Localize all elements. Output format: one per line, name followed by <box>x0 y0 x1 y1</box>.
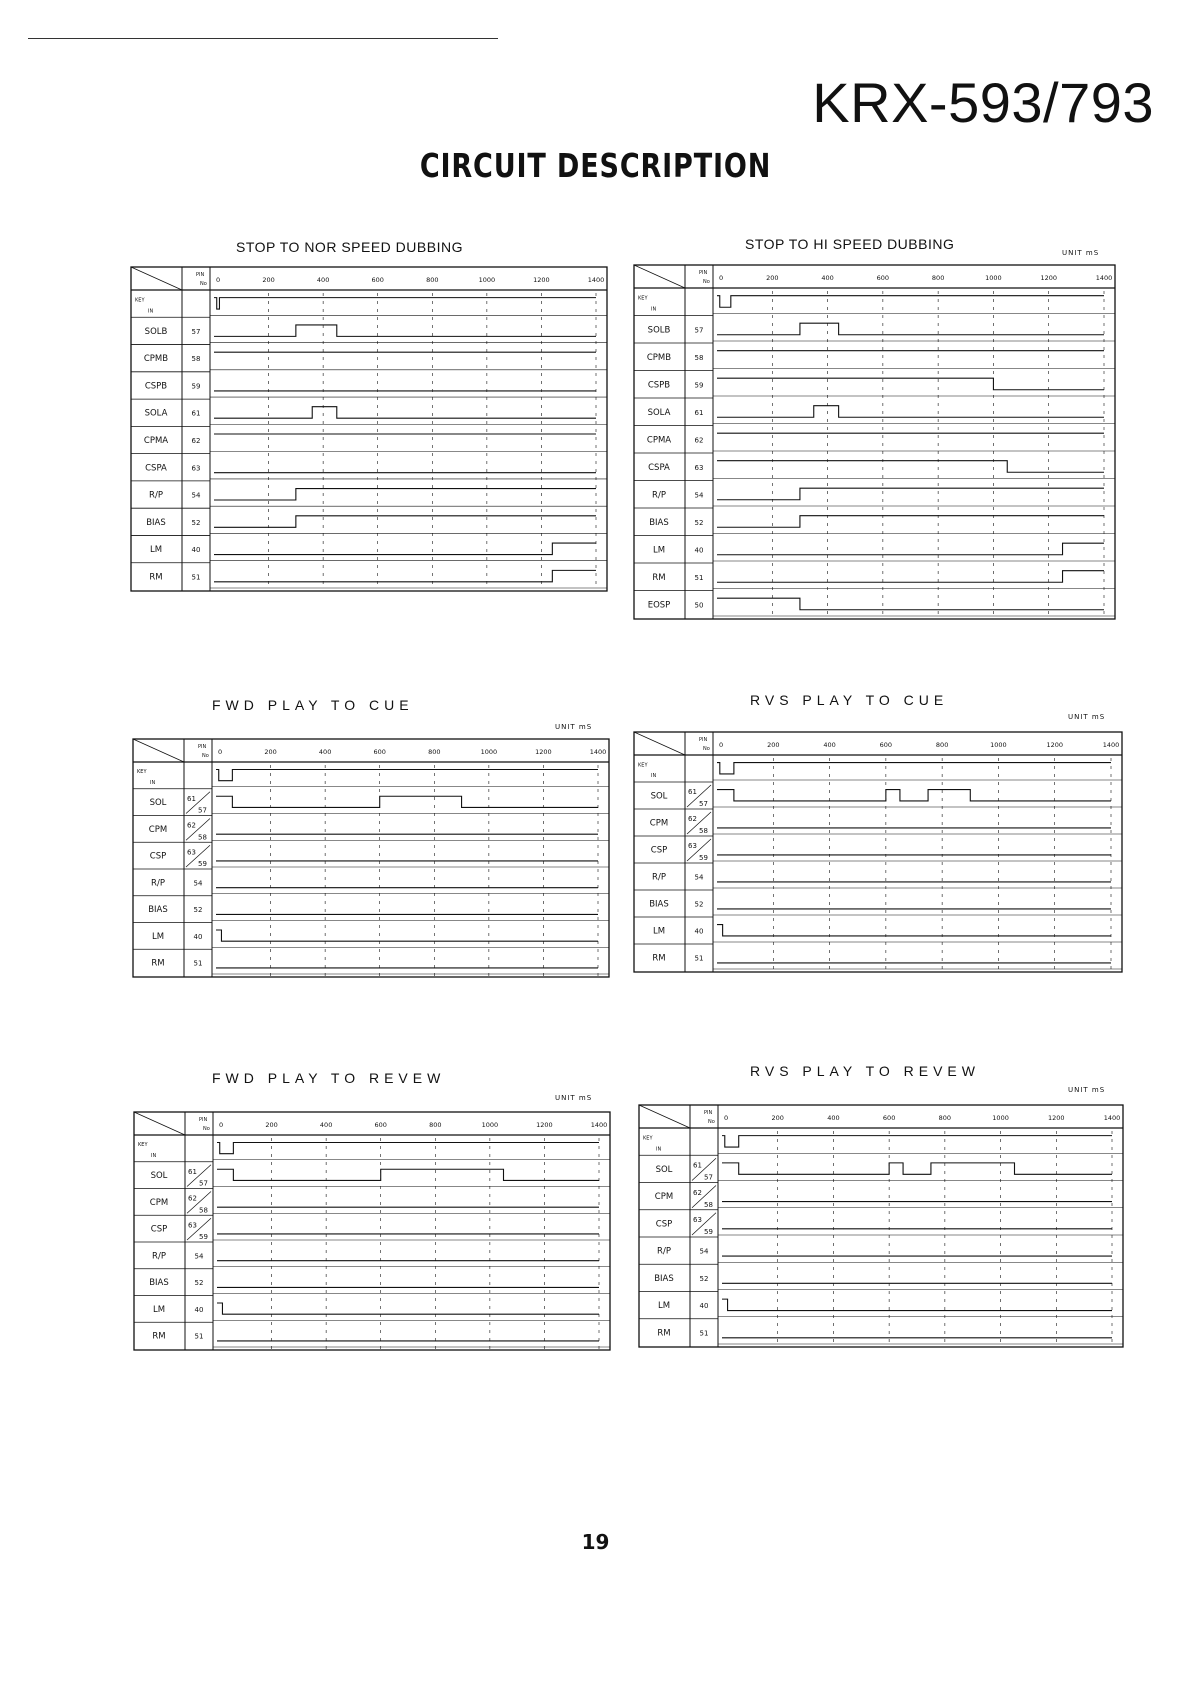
pin-number: 63 <box>688 842 697 851</box>
no-header: No <box>200 281 207 287</box>
signal-waveform <box>717 925 1111 936</box>
signal-waveform <box>214 570 596 581</box>
signal-waveform <box>717 598 1104 610</box>
x-tick-label: 1200 <box>1046 741 1063 749</box>
pin-number: 63 <box>693 1216 702 1225</box>
signal-label: CSPA <box>648 462 670 473</box>
x-tick-label: 800 <box>938 1114 952 1122</box>
signal-label: BIAS <box>649 517 669 528</box>
signal-waveform <box>217 1142 599 1153</box>
signal-label: SOL <box>655 1164 673 1175</box>
signal-label: BIAS <box>649 899 669 910</box>
pin-number: 61 <box>188 1167 197 1176</box>
unit-label: UNIT mS <box>555 723 593 731</box>
pin-number: 57 <box>699 800 708 808</box>
pin-number: 54 <box>191 491 201 500</box>
signal-label: CSP <box>655 1219 673 1230</box>
model-number: KRX-593/793 <box>812 71 1154 134</box>
signal-label: CSP <box>650 845 668 856</box>
signal-label: R/P <box>657 1246 671 1257</box>
signal-waveform <box>217 1169 599 1180</box>
pin-number: 57 <box>694 326 704 335</box>
signal-label: CPMB <box>143 354 169 365</box>
pin-number: 51 <box>694 954 704 963</box>
pin-number: 52 <box>694 518 704 527</box>
signal-waveform <box>214 298 596 309</box>
x-tick-label: 1400 <box>1103 1114 1121 1122</box>
header-diagonal <box>133 739 184 762</box>
signal-label: SOLA <box>647 407 671 418</box>
x-tick-label: 600 <box>374 1121 387 1129</box>
chart-title-rvs-cue: RVS PLAY TO CUE <box>750 692 949 708</box>
unit-label: UNIT mS <box>1062 249 1100 257</box>
no-header: No <box>703 746 710 752</box>
pin-number: 63 <box>694 463 704 472</box>
signal-label: SOL <box>150 1171 168 1182</box>
pin-number: 59 <box>198 860 207 868</box>
pin-number: 61 <box>694 408 704 417</box>
signal-waveform <box>717 571 1104 583</box>
signal-label: LM <box>652 926 666 937</box>
signal-waveform <box>214 407 596 418</box>
signal-label: IN <box>651 306 657 313</box>
pin-number: 51 <box>193 959 203 968</box>
pin-number: 40 <box>699 1302 709 1311</box>
pin-number: 62 <box>187 821 196 830</box>
x-tick-label: 200 <box>265 1121 278 1129</box>
signal-label: KEY <box>137 769 147 776</box>
pin-header: PIN <box>199 1117 208 1123</box>
pin-number: 40 <box>694 927 704 936</box>
header-diagonal <box>134 1112 185 1135</box>
signal-label: R/P <box>149 490 163 501</box>
pin-number: 59 <box>704 1228 713 1236</box>
signal-label: CPMA <box>646 435 672 446</box>
x-tick-label: 800 <box>935 741 949 749</box>
pin-number: 62 <box>688 815 697 824</box>
x-tick-label: 1200 <box>536 1121 553 1129</box>
signal-label: IN <box>656 1146 662 1153</box>
unit-label: UNIT mS <box>1068 713 1106 721</box>
pin-number: 51 <box>699 1329 709 1338</box>
signal-label: LM <box>657 1301 671 1312</box>
x-tick-label: 800 <box>931 274 945 282</box>
signal-waveform <box>717 543 1104 555</box>
x-tick-label: 200 <box>771 1114 784 1122</box>
x-tick-label: 1000 <box>985 274 1002 282</box>
pin-number: 57 <box>198 806 207 815</box>
signal-waveform <box>214 325 596 336</box>
pin-number: 62 <box>188 1194 197 1203</box>
pin-number: 51 <box>191 573 201 582</box>
pin-number: 40 <box>191 546 201 555</box>
timing-chart-fwd-cue <box>132 738 610 978</box>
signal-waveform <box>717 406 1104 418</box>
pin-header: PIN <box>699 737 708 743</box>
timing-chart-rvs-revew <box>638 1104 1124 1348</box>
x-tick-label: 600 <box>371 276 384 284</box>
timing-chart-rvs-cue <box>633 731 1123 973</box>
x-tick-label: 200 <box>264 748 277 756</box>
signal-label: BIAS <box>146 517 166 528</box>
pin-number: 50 <box>694 601 704 610</box>
timing-chart-fwd-revew <box>133 1111 611 1351</box>
x-tick-label: 1200 <box>533 276 550 284</box>
x-tick-label: 600 <box>373 748 386 756</box>
x-tick-label: 800 <box>426 276 439 284</box>
pin-number: 54 <box>699 1247 709 1256</box>
signal-waveform <box>717 323 1104 335</box>
pin-number: 54 <box>193 879 203 888</box>
x-tick-label: 1200 <box>1048 1114 1065 1122</box>
signal-waveform <box>214 543 596 554</box>
chart-title-fwd-cue: FWD PLAY TO CUE <box>212 697 414 713</box>
signal-label: LM <box>149 545 163 556</box>
header-diagonal <box>639 1105 690 1128</box>
signal-label: RM <box>657 1328 671 1339</box>
unit-label: UNIT mS <box>1068 1086 1106 1094</box>
pin-number: 57 <box>704 1173 713 1182</box>
chart-title-hi-dubbing: STOP TO HI SPEED DUBBING <box>745 236 955 252</box>
signal-label: CPM <box>649 818 669 829</box>
pin-number: 62 <box>693 1188 702 1197</box>
signal-label: SOLA <box>144 408 168 419</box>
pin-number: 52 <box>191 518 201 527</box>
signal-label: SOL <box>149 798 167 809</box>
pin-header: PIN <box>704 1110 713 1116</box>
x-tick-label: 1000 <box>481 1121 499 1129</box>
pin-number: 57 <box>199 1179 208 1188</box>
signal-label: KEY <box>643 1135 653 1142</box>
x-tick-label: 400 <box>318 748 332 756</box>
pin-number: 63 <box>191 464 201 473</box>
signal-label: KEY <box>638 762 648 769</box>
signal-waveform <box>216 796 598 807</box>
pin-number: 40 <box>193 932 203 941</box>
pin-number: 52 <box>699 1274 709 1283</box>
signal-waveform <box>717 488 1104 500</box>
pin-header: PIN <box>198 744 207 750</box>
signal-label: R/P <box>652 490 666 501</box>
pin-number: 54 <box>194 1252 204 1261</box>
pin-number: 54 <box>694 491 704 500</box>
pin-number: 63 <box>188 1221 197 1230</box>
signal-label: CSPB <box>144 381 168 392</box>
signal-label: CPM <box>148 824 168 835</box>
chart-title-fwd-revew: FWD PLAY TO REVEW <box>212 1070 446 1086</box>
x-tick-label: 0 <box>216 276 221 284</box>
x-tick-label: 1000 <box>478 276 496 284</box>
pin-number: 61 <box>187 794 196 803</box>
signal-waveform <box>722 1299 1112 1310</box>
x-tick-label: 1400 <box>1095 274 1113 282</box>
x-tick-label: 0 <box>719 274 724 282</box>
signal-label: CSPA <box>145 463 167 474</box>
x-tick-label: 200 <box>262 276 275 284</box>
signal-label: KEY <box>135 297 145 304</box>
x-tick-label: 400 <box>316 276 330 284</box>
pin-number: 62 <box>694 436 704 445</box>
signal-label: CPM <box>149 1197 169 1208</box>
x-tick-label: 1000 <box>992 1114 1009 1122</box>
header-diagonal <box>634 265 685 288</box>
signal-waveform <box>717 461 1104 473</box>
pin-number: 57 <box>191 327 201 336</box>
pin-number: 54 <box>694 873 704 882</box>
signal-label: SOLB <box>647 325 671 336</box>
x-tick-label: 1400 <box>590 1121 608 1129</box>
pin-number: 58 <box>694 353 704 362</box>
pin-number: 59 <box>694 381 704 390</box>
signal-waveform <box>717 790 1111 801</box>
signal-label: RM <box>151 958 165 969</box>
pin-number: 52 <box>193 906 203 915</box>
signal-waveform <box>214 516 596 527</box>
signal-label: CPMA <box>143 436 169 446</box>
pin-number: 59 <box>199 1233 208 1241</box>
signal-label: RM <box>152 1331 166 1342</box>
x-tick-label: 200 <box>767 741 780 749</box>
signal-label: BIAS <box>654 1273 674 1284</box>
x-tick-label: 0 <box>218 748 223 756</box>
table-frame <box>634 265 1115 619</box>
signal-label: RM <box>149 572 163 583</box>
x-tick-label: 600 <box>882 1114 896 1122</box>
signal-label: BIAS <box>149 1278 169 1289</box>
x-tick-label: 1200 <box>535 748 552 756</box>
signal-label: SOLB <box>144 326 168 337</box>
pin-number: 61 <box>693 1161 702 1170</box>
pin-header: PIN <box>699 270 708 276</box>
pin-number: 58 <box>198 833 207 842</box>
x-tick-label: 0 <box>719 741 724 749</box>
pin-number: 52 <box>194 1279 204 1288</box>
pin-number: 40 <box>694 546 704 555</box>
pin-number: 59 <box>699 854 708 862</box>
signal-waveform <box>717 763 1111 774</box>
signal-label: IN <box>651 773 657 780</box>
pin-number: 61 <box>191 409 201 418</box>
x-tick-label: 200 <box>766 274 779 282</box>
x-tick-label: 400 <box>823 741 836 749</box>
pin-number: 62 <box>191 437 201 445</box>
x-tick-label: 800 <box>428 748 441 756</box>
pin-number: 63 <box>187 848 196 857</box>
chart-title-nor-dubbing: STOP TO NOR SPEED DUBBING <box>236 239 463 255</box>
x-tick-label: 0 <box>724 1114 729 1122</box>
signal-waveform <box>722 1136 1112 1147</box>
signal-label: RM <box>652 953 666 964</box>
signal-waveform <box>717 516 1104 528</box>
page-heading: CIRCUIT DESCRIPTION <box>419 146 772 185</box>
page-number: 19 <box>581 1530 610 1554</box>
table-frame <box>131 267 607 591</box>
x-tick-label: 1400 <box>589 748 607 756</box>
pin-number: 58 <box>704 1200 713 1209</box>
x-tick-label: 1000 <box>990 741 1007 749</box>
chart-title-rvs-revew: RVS PLAY TO REVEW <box>750 1063 980 1079</box>
pin-number: 51 <box>194 1332 204 1341</box>
signal-label: IN <box>150 779 156 786</box>
pin-number: 51 <box>694 573 704 582</box>
pin-number: 58 <box>199 1206 208 1215</box>
signal-waveform <box>216 930 598 941</box>
x-tick-label: 1400 <box>1102 741 1120 749</box>
signal-label: CSPB <box>647 380 671 391</box>
pin-number: 61 <box>688 788 697 797</box>
x-tick-label: 400 <box>319 1121 333 1129</box>
signal-label: R/P <box>152 1251 166 1262</box>
signal-waveform <box>717 296 1104 308</box>
x-tick-label: 1400 <box>587 276 605 284</box>
x-tick-label: 1000 <box>480 748 498 756</box>
header-diagonal <box>634 732 685 755</box>
signal-label: KEY <box>138 1142 148 1149</box>
x-tick-label: 600 <box>879 741 893 749</box>
signal-label: IN <box>151 1152 157 1159</box>
pin-number: 52 <box>694 900 704 909</box>
signal-label: BIAS <box>148 905 168 916</box>
pin-number: 58 <box>191 355 201 364</box>
x-tick-label: 1200 <box>1040 274 1057 282</box>
x-tick-label: 600 <box>876 274 890 282</box>
signal-label: EOSP <box>647 600 671 611</box>
pin-number: 58 <box>699 827 708 835</box>
x-tick-label: 400 <box>821 274 834 282</box>
signal-label: RM <box>652 572 666 583</box>
signal-label: IN <box>148 308 154 315</box>
pin-header: PIN <box>196 272 205 278</box>
signal-label: CPMB <box>646 352 672 363</box>
signal-waveform <box>216 769 598 780</box>
unit-label: UNIT mS <box>555 1094 593 1102</box>
header-diagonal <box>131 267 182 290</box>
pin-number: 59 <box>191 382 201 391</box>
signal-label: LM <box>652 545 666 556</box>
signal-label: CPM <box>654 1192 674 1203</box>
signal-label: SOL <box>650 791 668 802</box>
signal-label: LM <box>151 931 165 942</box>
signal-label: LM <box>152 1304 166 1315</box>
timing-chart-hi-dubbing <box>633 264 1116 620</box>
signal-label: CSP <box>150 1224 168 1235</box>
no-header: No <box>203 1126 210 1132</box>
pin-number: 40 <box>194 1305 204 1314</box>
no-header: No <box>703 279 710 285</box>
no-header: No <box>202 753 209 759</box>
timing-chart-nor-dubbing <box>130 266 608 592</box>
signal-label: KEY <box>638 295 648 302</box>
signal-waveform <box>717 378 1104 390</box>
signal-label: R/P <box>652 872 666 883</box>
no-header: No <box>708 1119 715 1125</box>
signal-waveform <box>217 1303 599 1314</box>
x-tick-label: 400 <box>827 1114 840 1122</box>
signal-label: CSP <box>149 851 167 862</box>
top-rule <box>28 38 498 39</box>
signal-label: R/P <box>151 878 165 889</box>
signal-waveform <box>214 489 596 500</box>
x-tick-label: 0 <box>219 1121 224 1129</box>
signal-waveform <box>722 1163 1112 1174</box>
x-tick-label: 800 <box>429 1121 442 1129</box>
